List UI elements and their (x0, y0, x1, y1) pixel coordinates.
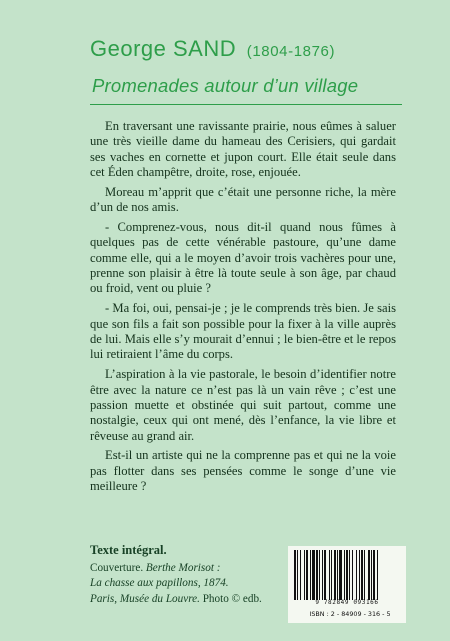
barcode-bar (373, 550, 375, 600)
excerpt-paragraph: Est-il un artiste qui ne la comprenne pas et qui ne la voie pas flotter dans ses pensées comme le songe d’une vie meilleure ? (90, 448, 396, 494)
barcode-bar (377, 550, 378, 600)
barcode-bar (364, 550, 365, 600)
credits-heading: Texte intégral. (90, 543, 167, 557)
barcode-bar (356, 550, 357, 600)
title-divider (90, 104, 402, 105)
barcode-bar (306, 550, 308, 600)
barcode-bar (344, 550, 345, 600)
author-dates: (1804-1876) (246, 43, 336, 60)
book-title: Promenades autour d’un village (92, 75, 359, 96)
barcode-bar (361, 550, 363, 600)
barcode-bar (312, 550, 315, 600)
barcode-bar (339, 550, 342, 600)
barcode-bar (310, 550, 311, 600)
barcode-block (288, 546, 406, 623)
barcode-graphic (294, 550, 400, 600)
credits-prefix: Couverture. (90, 561, 146, 574)
barcode-bar (352, 550, 353, 600)
credits-photo: Photo © edb. (199, 592, 262, 605)
barcode-bar (304, 550, 305, 600)
barcode-bar (319, 550, 320, 600)
barcode-bar (294, 550, 296, 600)
barcode-bar (368, 550, 370, 600)
barcode-bar (346, 550, 348, 600)
excerpt-paragraph: L’aspiration à la vie pastorale, le besoin d’identifier notre être avec la nature ce n’est pas là un vain rêve ; c’est une passion muette et obstinée qui suit partout, comme une nostalgie, ceux qui ont mené, dès l’enfance, la vie libre et rêveuse au grand air. (90, 367, 396, 443)
barcode-bar (371, 550, 372, 600)
barcode-bar (316, 550, 318, 600)
cover-credits (90, 543, 290, 607)
credits-artist: Berthe Morisot : (145, 561, 221, 574)
credits-line-1 (90, 561, 290, 577)
credits-museum: Paris, Musée du Louvre. (90, 592, 200, 605)
barcode-bar (331, 550, 332, 600)
author-name: George SAND (90, 36, 237, 61)
barcode-bar (334, 550, 336, 600)
barcode-bar (324, 550, 326, 600)
excerpt-paragraph: - Comprenez-vous, nous dit-il quand nous fûmes à quelques pas de cette vénérable pastoure, qu’une dame comme elle, qui a le moyen d’avoir trois vachères pour une, prenne son plaisir à être là toute seule à son âge, par chaud ou froid, vent ou pluie ? (90, 220, 396, 296)
barcode-bar (349, 550, 350, 600)
excerpt-paragraph: - Ma foi, oui, pensai-je ; je le comprends très bien. Je sais que son fils a fait son possible pour la fixer à la ville auprès de lui. Mais elle s’y mourait d’ennui ; le bien-être et le repos lui retiraient l’âme du corps. (90, 301, 396, 362)
barcode-bar (300, 550, 301, 600)
barcode-bar (322, 550, 323, 600)
barcode-digits: 9 782849 093166 (315, 599, 379, 606)
credits-painting: La chasse aux papillons, 1874. (90, 577, 229, 590)
author-line (90, 36, 335, 62)
excerpt-paragraph: Moreau m’apprit que c’était une personne riche, la mère d’un de nos amis. (90, 184, 396, 215)
barcode-bar (337, 550, 338, 600)
credits-line-3 (90, 592, 290, 608)
excerpt-paragraph: En traversant une ravissante prairie, nous eûmes à saluer une très vieille dame du hameau des Cerisiers, qui gardait ses vaches en cornette et jupon court. Elle était seule dans cet Éden champêtre, droite, rose, enjouée. (90, 119, 396, 180)
barcode-bar (359, 550, 360, 600)
barcode-bar (297, 550, 298, 600)
isbn-label: ISBN : 2 - 84909 - 316 - 5 (309, 610, 391, 618)
excerpt-text (90, 119, 396, 499)
barcode-bar (329, 550, 330, 600)
